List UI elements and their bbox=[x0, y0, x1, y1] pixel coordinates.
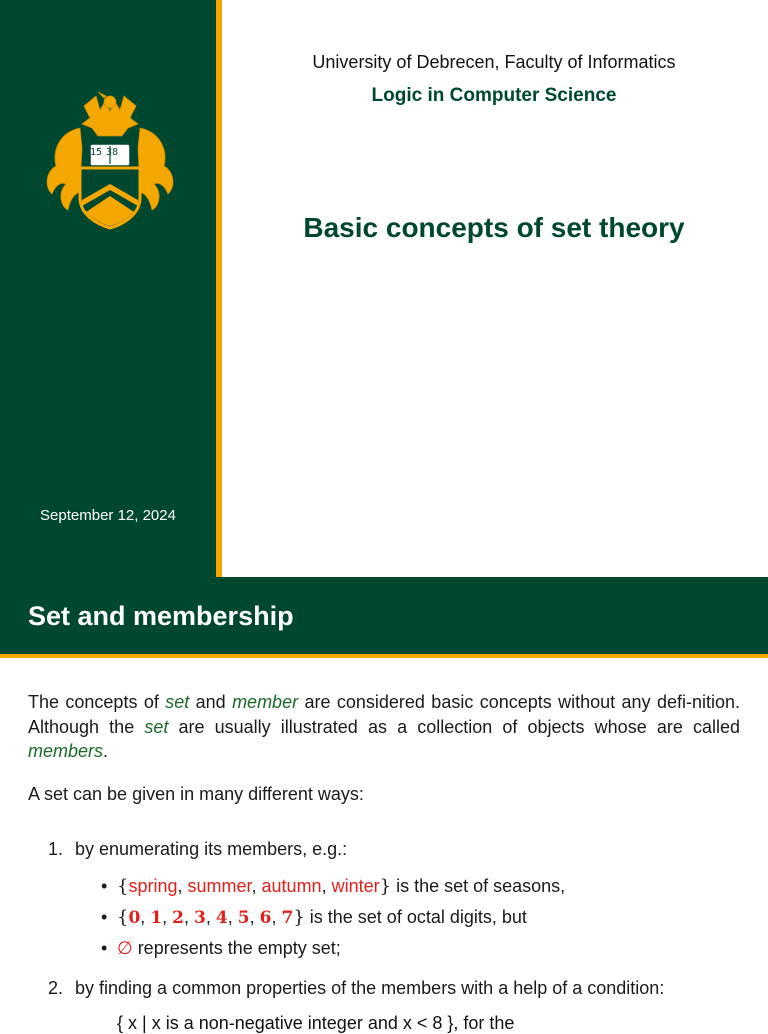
bullet-tail: represents the empty set; bbox=[132, 938, 341, 958]
list-text: by finding a common properties of the members with a help of a condition: bbox=[75, 978, 665, 998]
list-text: by enumerating its members, e.g.: bbox=[75, 839, 348, 859]
comma: , bbox=[251, 876, 262, 896]
university-crest-icon bbox=[38, 88, 182, 230]
term-set: set bbox=[165, 692, 190, 712]
ways-paragraph: A set can be given in many different ways: bbox=[28, 784, 364, 804]
set-member: 0 bbox=[128, 908, 141, 928]
list-number: 2. bbox=[48, 978, 64, 998]
definition-paragraph bbox=[28, 690, 740, 764]
side-panel bbox=[0, 0, 216, 577]
comma: , bbox=[271, 907, 282, 927]
set-member: 1 bbox=[150, 908, 163, 928]
comma: , bbox=[162, 907, 173, 927]
frame-header bbox=[0, 577, 768, 658]
text-run: are considered basic concepts without any defi-nition. Although the bbox=[28, 692, 741, 737]
content-slide bbox=[0, 577, 768, 1033]
list-number: 1. bbox=[48, 839, 64, 859]
set-member: 5 bbox=[237, 908, 250, 928]
cut-off-line: { x | x is a non-negative integer and x < 8 }, for the bbox=[117, 1013, 515, 1033]
presentation-date: September 12, 2024 bbox=[40, 507, 176, 524]
set-member: 6 bbox=[259, 908, 272, 928]
term-set: set bbox=[144, 716, 169, 737]
list-item bbox=[48, 978, 664, 999]
brace: } bbox=[379, 876, 392, 897]
set-member: summer bbox=[187, 876, 252, 896]
text-run: The concepts of bbox=[28, 692, 166, 712]
brace: { bbox=[117, 907, 129, 928]
bullet-icon: • bbox=[101, 876, 108, 896]
empty-set-symbol: ∅ bbox=[117, 938, 133, 958]
course-name: Logic in Computer Science bbox=[371, 85, 617, 106]
comma: , bbox=[205, 907, 216, 927]
set-member: 7 bbox=[281, 908, 294, 928]
crest-year-label bbox=[90, 147, 130, 158]
frame-title: Set and membership bbox=[28, 601, 294, 631]
crest-year-right: 38 bbox=[106, 147, 119, 158]
comma: , bbox=[249, 907, 260, 927]
set-member: 3 bbox=[194, 908, 206, 928]
list-item bbox=[48, 839, 347, 860]
brace: } bbox=[293, 907, 305, 928]
comma: , bbox=[177, 876, 188, 896]
brace: { bbox=[117, 876, 129, 897]
text-run: . bbox=[103, 741, 109, 761]
text-run: and bbox=[189, 692, 233, 712]
set-member: 4 bbox=[215, 908, 228, 928]
bullet-octal bbox=[101, 907, 527, 928]
set-member: autumn bbox=[261, 876, 322, 896]
comma: , bbox=[321, 876, 332, 896]
bullet-empty-set bbox=[101, 938, 341, 959]
term-member: member bbox=[232, 692, 299, 712]
set-member: 2 bbox=[172, 908, 185, 928]
bullet-seasons bbox=[101, 876, 565, 897]
comma: , bbox=[227, 907, 238, 927]
text-run: are usually illustrated as a collection of objects whose are called bbox=[168, 716, 740, 737]
comma: , bbox=[140, 907, 151, 927]
bullet-icon: • bbox=[101, 938, 108, 958]
institution-name: University of Debrecen, Faculty of Informatics bbox=[312, 52, 676, 72]
crest-year-left: 15 bbox=[90, 147, 103, 158]
set-member: winter bbox=[331, 876, 380, 896]
bullet-tail: is the set of seasons, bbox=[391, 876, 566, 896]
comma: , bbox=[184, 907, 195, 927]
presentation-title: Basic concepts of set theory bbox=[303, 212, 685, 243]
bullet-tail: is the set of octal digits, but bbox=[304, 907, 527, 927]
bullet-icon: • bbox=[101, 907, 108, 927]
term-members: members bbox=[28, 741, 104, 761]
set-member: spring bbox=[128, 876, 178, 896]
